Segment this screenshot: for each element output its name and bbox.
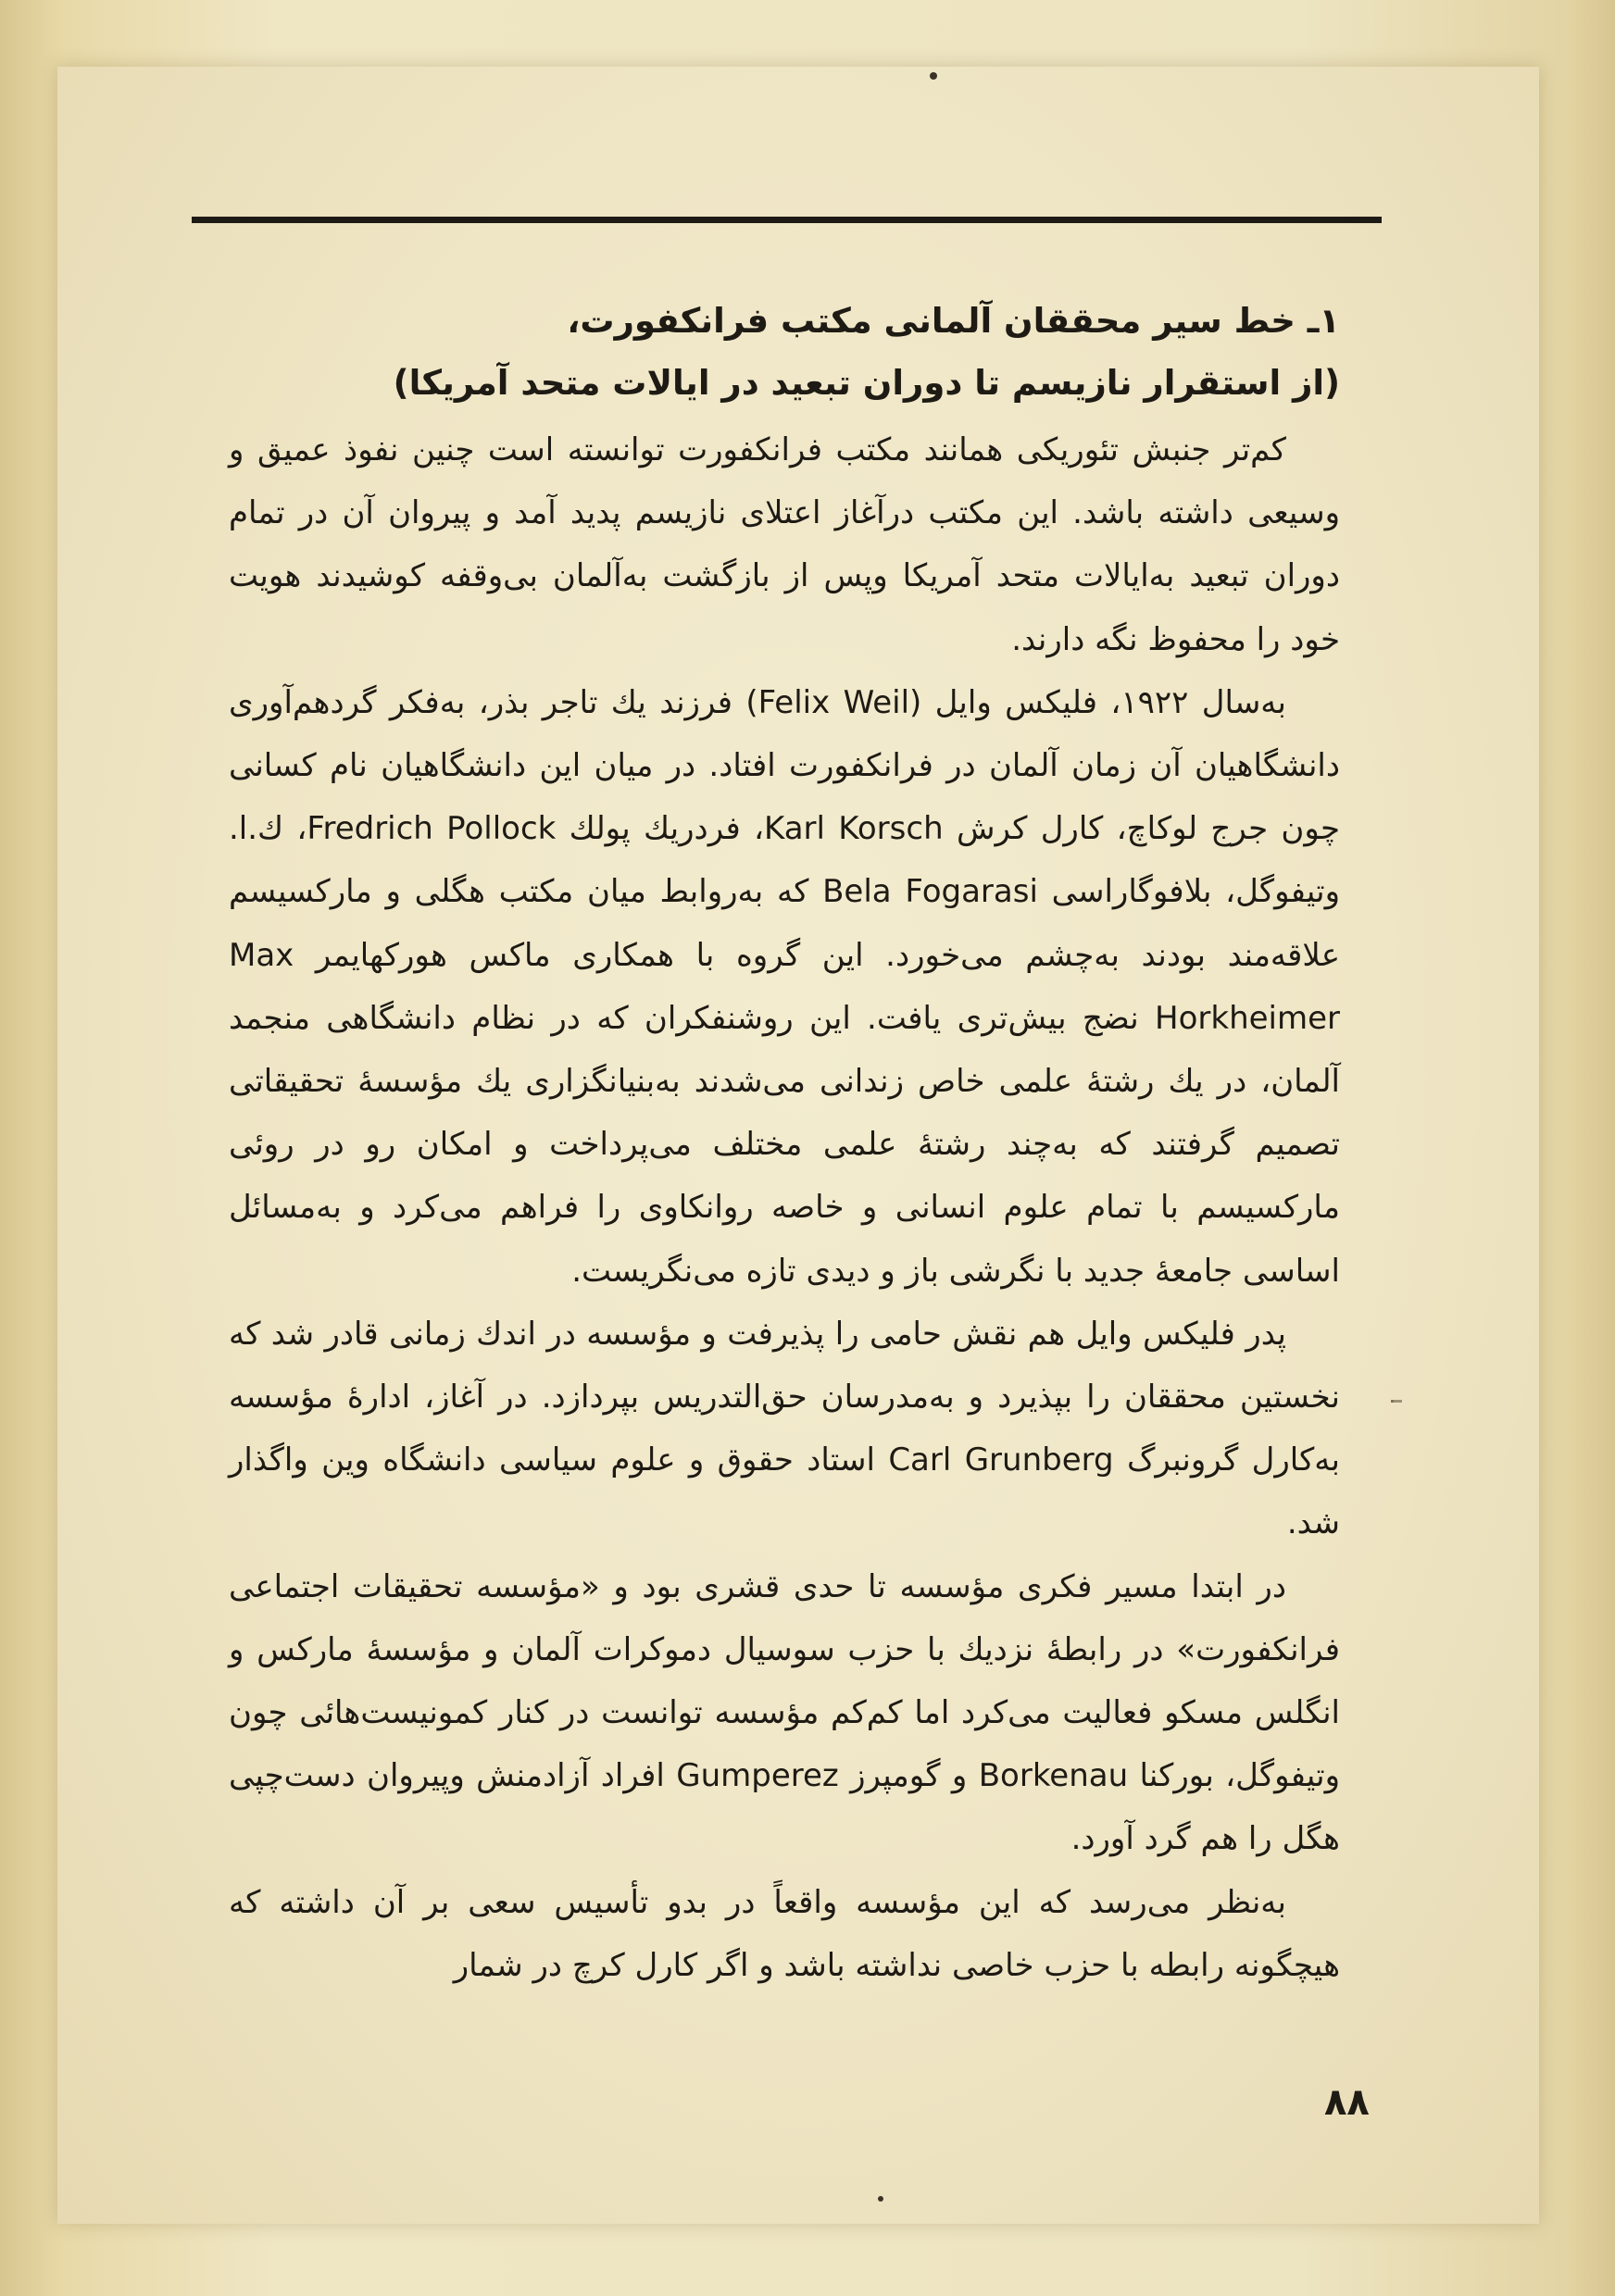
paragraph: به‌نظر می‌رسد که این مؤسسه واقعاً در بدو تأسیس سعی بر آن داشته که هیچگونه رابطه با حزب خاصی نداشته باشد و اگر کارل کرچ در شمار (229, 1883, 1340, 1984)
paragraph: به‌سال ۱۹۲۲، فلیکس وایل (Felix Weil) فرزند یك تاجر بذر، به‌فکر گردهم‌آوری دانشگاهیان آن زمان آلمان در فرانکفورت افتاد. در میان این دانشگاهیان نام کسانی چون جرج لوکاچ، کارل کرش Karl Korsch، فردریك پولك Fredrich Pollock، ك.ا. وتیفوگل، بلافوگاراسی Bela Fogarasi که به‌روابط میان مکتب هگلی و مارکسیسم علاقه‌مند بودند به‌چشم می‌خورد. این گروه با همکاری ماکس هورکهایمر Max Horkheimer نضج بیش‌تری یافت. این روشنفکران که در نظام دانشگاهی منجمد آلمان، در یك رشتهٔ علمی خاص زندانی می‌شدند به‌بنیانگزاری یك مؤسسهٔ تحقیقاتی تصمیم گرفتند که به‌چند رشتهٔ علمی مختلف می‌پرداخت و امکان رو در روئی مارکسیسم با تمام علوم انسانی و خاصه روانکاوی را فراهم می‌کرد و به‌مسائل اساسی جامعهٔ جدید با نگرشی باز و دیدی تازه می‌نگریست. (229, 683, 1340, 1290)
header-rule (192, 217, 1382, 223)
section-subheading: (از استقرار نازیسم تا دوران تبعید در ایالات متحد آمریکا) (393, 363, 1340, 403)
paragraph: کم‌تر جنبش تئوریکی همانند مکتب فرانکفورت توانسته است چنین نفوذ عمیق و وسیعی داشته باشد. این مکتب درآغاز اعتلای نازیسم پدید آمد و پیروان آن در تمام دوران تبعید به‌ایالات متحد آمریکا وپس از بازگشت به‌آلمان بی‌وقفه کوشیدند هویت خود را محفوظ نگه دارند. (229, 431, 1340, 658)
section-heading: ۱ـ خط سیر محققان آلمانی مکتب فرانکفورت، (567, 301, 1340, 341)
bottom-dot (878, 2196, 883, 2202)
margin-mark (1391, 1400, 1394, 1403)
book-page (57, 67, 1539, 2224)
top-dot (930, 72, 937, 80)
paragraph: پدر فلیکس وایل هم نقش حامی را پذیرفت و مؤسسه در اندك زمانی قادر شد که نخستین محققان را بپذیرد و به‌مدرسان حق‌التدریس بپردازد. در آغاز، ادارهٔ مؤسسه به‌کارل گرونبرگ Carl Grunberg استاد حقوق و علوم سیاسی دانشگاه وین واگذار شد. (229, 1315, 1341, 1542)
page-number: ۸۸ (1324, 2081, 1370, 2124)
paragraph: در ابتدا مسیر فکری مؤسسه تا حدی قشری بود و «مؤسسه تحقیقات اجتماعی فرانکفورت» در رابطهٔ نزدیك با حزب سوسیال دموکرات آلمان و مؤسسهٔ مارکس و انگلس مسکو فعالیت می‌کرد اما کم‌کم مؤسسه توانست در کنار کمونیست‌هائی چون وتیفوگل، بورکنا Borkenau و گومپرز Gumperez افراد آزادمنش وپیروان دست‌چپی هگل را هم گرد آورد. (229, 1567, 1340, 1858)
page-text (229, 289, 1340, 1997)
